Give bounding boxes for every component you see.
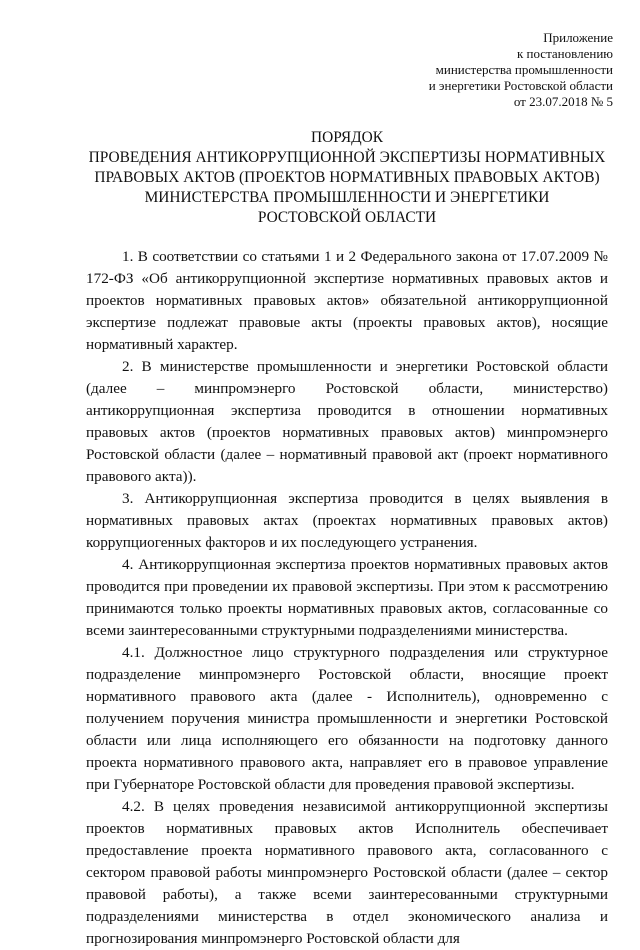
appendix-header xyxy=(86,30,613,110)
document-body xyxy=(86,246,608,950)
paragraph-4: 4. Антикоррупционная экспертиза проектов нормативных правовых актов проводится при проведении их правовой экспертизы. При этом к рассмотрению принимаются только проекты нормативных правовых актов, согласованные со всеми заинтересованными структурными подразделениями министерства. xyxy=(86,556,608,639)
appendix-line: к постановлению xyxy=(516,46,613,61)
appendix-line: и энергетики Ростовской области xyxy=(428,78,613,93)
appendix-line: министерства промышленности xyxy=(435,62,613,77)
title-line: РОСТОВСКОЙ ОБЛАСТИ xyxy=(257,209,437,226)
paragraph-2: 2. В министерстве промышленности и энергетики Ростовской области (далее – минпромэнерго Ростовской области, министерство) антикоррупционная экспертиза проводится в отношении нормативных правовых актов (проектов нормативных правовых актов) минпромэнерго Ростовской области (далее – нормативный правовой акт (проект нормативного правового акта)). xyxy=(86,358,608,485)
title-line: ПОРЯДОК xyxy=(311,129,383,146)
appendix-line: Приложение xyxy=(543,30,613,45)
title-line: МИНИСТЕРСТВА ПРОМЫШЛЕННОСТИ И ЭНЕРГЕТИКИ xyxy=(144,189,550,206)
appendix-line: от 23.07.2018 № 5 xyxy=(513,94,613,109)
document-title xyxy=(86,128,608,228)
paragraph-3: 3. Антикоррупционная экспертиза проводится в целях выявления в нормативных правовых актах (проектах нормативных правовых актов) коррупциогенных факторов и их последующего устранения. xyxy=(86,490,608,551)
paragraph-1: 1. В соответствии со статьями 1 и 2 Федерального закона от 17.07.2009 № 172-ФЗ «Об антикоррупционной экспертизе нормативных правовых актов и проектов нормативных правовых актов» обязательной антикоррупционной экспертизе подлежат правовые акты (проекты правовых актов), носящие нормативный характер. xyxy=(86,248,608,353)
title-line: ПРОВЕДЕНИЯ АНТИКОРРУПЦИОННОЙ ЭКСПЕРТИЗЫ НОРМАТИВНЫХ xyxy=(88,149,606,166)
title-line: ПРАВОВЫХ АКТОВ (ПРОЕКТОВ НОРМАТИВНЫХ ПРАВОВЫХ АКТОВ) xyxy=(94,169,600,186)
paragraph-4-1: 4.1. Должностное лицо структурного подразделения или структурное подразделение минпромэнерго Ростовской области, вносящие проект нормативного правового акта (далее - Исполнитель), одновременно с получением поручения министра промышленности и энергетики Ростовской области или лица исполняющего его обязанности на подготовку данного проекта нормативного правового акта, направляет его в правовое управление при Губернаторе Ростовской области для проведения правовой экспертизы. xyxy=(86,644,608,793)
paragraph-4-2: 4.2. В целях проведения независимой антикоррупционной экспертизы проектов нормативных правовых актов Исполнитель обеспечивает предоставление проекта нормативного правового акта, согласованного с сектором правовой работы минпромэнерго Ростовской области (далее – сектор правовой работы), а также всеми заинтересованными структурными подразделениями министерства в отдел экономического анализа и прогнозирования минпромэнерго Ростовской области для xyxy=(86,798,608,947)
